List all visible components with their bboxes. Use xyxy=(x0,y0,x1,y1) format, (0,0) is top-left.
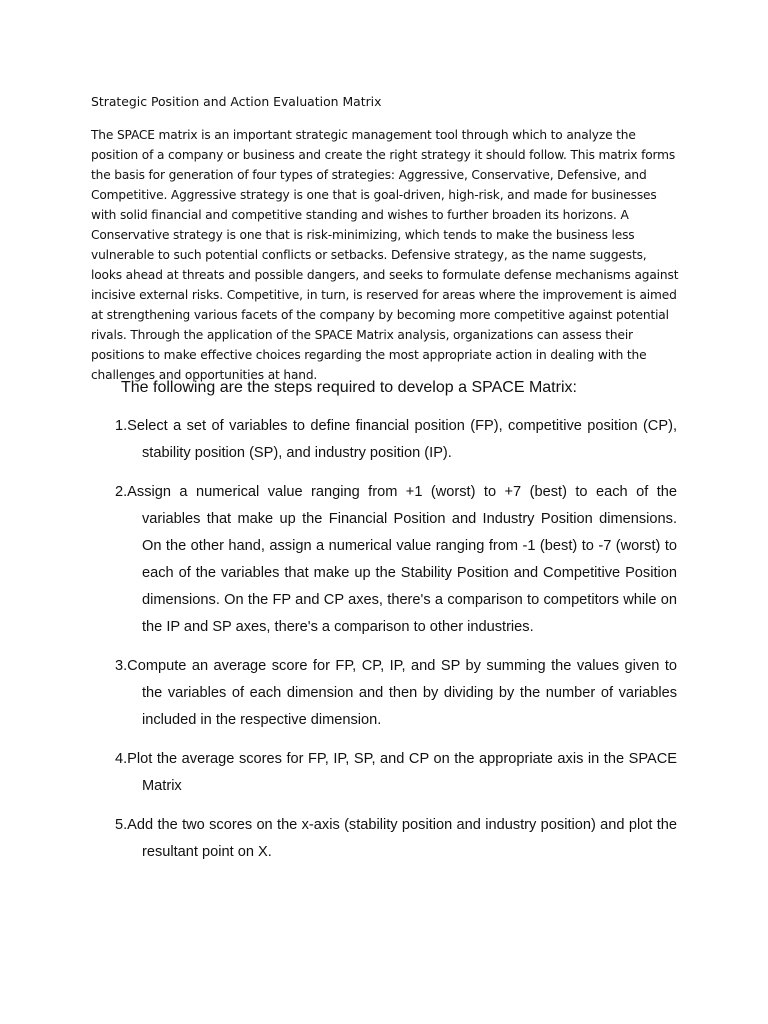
step-number: 3. xyxy=(115,658,128,674)
step-number: 1. xyxy=(115,418,128,434)
step-text: Add the two scores on the x-axis (stability position and industry position) and plot the resultant point on X. xyxy=(127,817,677,860)
step-item-5 xyxy=(115,812,677,866)
step-item-4 xyxy=(115,746,677,800)
step-number: 4. xyxy=(115,751,128,767)
step-item-3 xyxy=(115,653,677,734)
step-text: Assign a numerical value ranging from +1 (worst) to +7 (best) to each of the variables that make up the Financial Position and Industry Position dimensions. On the other hand, assign a numerical value ranging from -1 (best) to -7 (worst) to each of the variables that make up the Stability Position and Competitive Position dimensions. On the FP and CP axes, there's a comparison to competitors while on the IP and SP axes, there's a comparison to other industries. xyxy=(127,484,677,635)
steps-heading: The following are the steps required to develop a SPACE Matrix: xyxy=(121,379,577,396)
step-text: Plot the average scores for FP, IP, SP, and CP on the appropriate axis in the SPACE Matrix xyxy=(127,751,677,794)
intro-paragraph: The SPACE matrix is an important strategic management tool through which to analyze the position of a company or business and create the right strategy it should follow. This matrix forms the basis for generation of four types of strategies: Aggressive, Conservative, Defensive, and Competitive. Aggressive strategy is one that is goal-driven, high-risk, and made for businesses with solid financial and competitive standing and wishes to further broaden its horizons. A Conservative strategy is one that is risk-minimizing, which tends to make the business less vulnerable to such potential conflicts or setbacks. Defensive strategy, as the name suggests, looks ahead at threats and possible dangers, and seeks to formulate defense mechanisms against incisive external risks. Competitive, in turn, is reserved for areas where the improvement is aimed at strengthening various facets of the company by becoming more competitive against potential rivals. Through the application of the SPACE Matrix analysis, organizations can assess their positions to make effective choices regarding the most appropriate action in dealing with the challenges and opportunities at hand. xyxy=(91,128,679,382)
step-item-2 xyxy=(115,479,677,641)
step-number: 5. xyxy=(115,817,128,833)
document-title: Strategic Position and Action Evaluation Matrix xyxy=(91,94,382,109)
steps-list xyxy=(115,413,677,878)
step-number: 2. xyxy=(115,484,128,500)
step-text: Select a set of variables to define financial position (FP), competitive position (CP), stability position (SP), and industry position (IP). xyxy=(127,418,677,461)
step-item-1 xyxy=(115,413,677,467)
step-text: Compute an average score for FP, CP, IP, and SP by summing the values given to the variables of each dimension and then by dividing by the number of variables included in the respective dimension. xyxy=(127,658,677,728)
